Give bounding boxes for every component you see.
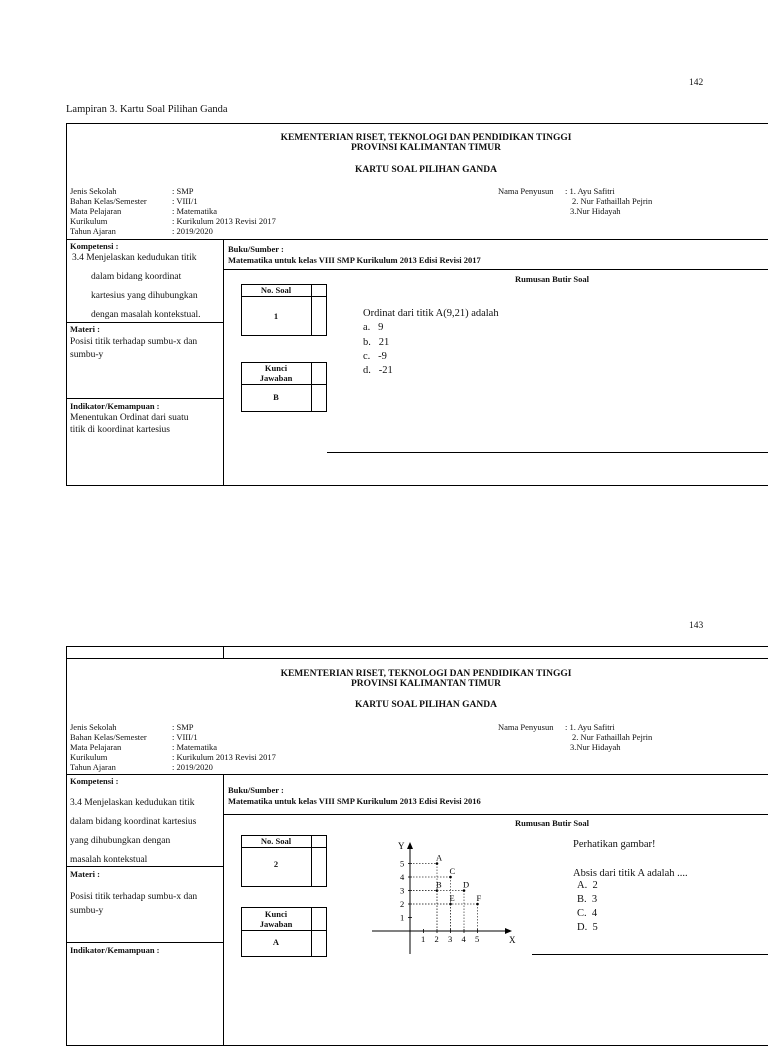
indikator-text: titik di koordinat kartesius — [70, 425, 171, 435]
info-value: : Kurikulum 2013 Revisi 2017 — [172, 752, 276, 762]
divider — [241, 384, 327, 385]
question-text: Absis dari titik A adalah .... — [573, 868, 688, 879]
kunci-label: Jawaban — [259, 919, 293, 929]
materi-text: Posisi titik terhadap sumbu-x dan — [70, 892, 198, 902]
option-text: -9 — [378, 351, 387, 362]
option-text: 21 — [378, 337, 390, 348]
ministry-line-2: PROVINSI KALIMANTAN TIMUR — [350, 143, 502, 153]
y-tick-label: 5 — [400, 858, 405, 869]
author-name: 2. Nur Fathaillah Pejrin — [572, 732, 653, 742]
ministry-line-2: PROVINSI KALIMANTAN TIMUR — [350, 679, 502, 689]
point-d — [463, 889, 466, 892]
option-key: D. — [577, 922, 588, 933]
info-label: Jenis Sekolah — [70, 722, 117, 732]
divider — [66, 866, 223, 867]
x-tick-label: 4 — [461, 934, 466, 944]
kunci-value: A — [272, 937, 280, 947]
divider — [327, 452, 768, 453]
divider — [311, 907, 312, 957]
divider — [66, 239, 768, 240]
kompetensi-text: yang dihubungkan dengan — [70, 836, 171, 846]
x-axis-arrow — [505, 928, 512, 934]
point-c — [449, 876, 452, 879]
kunci-label: Kunci — [264, 909, 288, 919]
author-name: : 1. Ayu Safitri — [565, 186, 615, 196]
buku-value: Matematika untuk kelas VIII SMP Kurikulum 2013 Edisi Revisi 2017 — [228, 255, 481, 265]
card-title: KARTU SOAL PILIHAN GANDA — [355, 165, 497, 175]
option-text: 3 — [591, 894, 598, 905]
divider — [66, 658, 768, 659]
info-label: Mata Pelajaran — [70, 206, 122, 216]
divider — [532, 954, 768, 955]
option-key: A. — [577, 880, 588, 891]
option-item — [363, 364, 393, 377]
author-name: 2. Nur Fathaillah Pejrin — [572, 196, 653, 206]
divider — [311, 284, 312, 336]
kompetensi-text: masalah kontekstual — [70, 855, 148, 865]
divider — [223, 239, 224, 486]
divider — [311, 362, 312, 412]
author-label: Nama Penyusun — [498, 186, 554, 196]
question-card — [66, 123, 768, 486]
divider — [223, 814, 768, 815]
point-a — [436, 862, 439, 865]
option-text: 2 — [592, 880, 598, 891]
info-value: : SMP — [172, 722, 194, 732]
no-soal-label: No. Soal — [260, 285, 292, 295]
materi-label: Materi : — [70, 324, 100, 334]
divider — [241, 296, 327, 297]
point-label: A — [436, 852, 443, 863]
kompetensi-label: Kompetensi : — [70, 776, 119, 786]
option-item — [363, 321, 383, 334]
buku-label: Buku/Sumber : — [228, 244, 284, 254]
option-key: d. — [363, 365, 371, 376]
kompetensi-label: Kompetensi : — [70, 241, 119, 251]
info-value: : VIII/1 — [172, 732, 198, 742]
author-name: 3.Nur Hidayah — [570, 206, 621, 216]
info-value: : Kurikulum 2013 Revisi 2017 — [172, 216, 276, 226]
option-text: 9 — [378, 322, 384, 333]
kunci-label: Jawaban — [259, 373, 293, 383]
divider — [311, 835, 312, 887]
info-label: Kurikulum — [70, 752, 108, 762]
kompetensi-text: 3.4 Menjelaskan kedudukan titik — [72, 253, 197, 263]
school-info — [70, 722, 370, 777]
y-tick-label: 2 — [400, 899, 405, 909]
no-soal-value: 2 — [273, 859, 279, 869]
page-number: 143 — [689, 621, 704, 631]
divider — [66, 774, 768, 775]
point-label: D — [463, 879, 470, 890]
page-number: 142 — [689, 78, 704, 88]
materi-text: sumbu-y — [70, 350, 104, 360]
info-value: : SMP — [172, 186, 194, 196]
card-title: KARTU SOAL PILIHAN GANDA — [355, 700, 497, 710]
x-tick-label: 3 — [448, 934, 453, 944]
y-tick-label: 3 — [400, 885, 405, 896]
indikator-label: Indikator/Kemampuan : — [70, 945, 160, 955]
ministry-line-1: KEMENTERIAN RISET, TEKNOLOGI DAN PENDIDIKAN TINGGI — [280, 669, 572, 679]
info-label: Tahun Ajaran — [70, 226, 116, 236]
x-tick-label: 5 — [475, 934, 480, 944]
divider — [241, 930, 327, 931]
school-info — [70, 186, 370, 241]
info-label: Bahan Kelas/Semester — [70, 732, 147, 742]
x-axis-label: X — [509, 935, 516, 945]
rumusan-label: Rumusan Butir Soal — [515, 274, 590, 284]
no-soal-value: 1 — [273, 311, 279, 321]
y-axis-arrow — [407, 842, 413, 849]
info-value: : Matematika — [172, 206, 218, 216]
option-text: 4 — [591, 908, 598, 919]
kompetensi-text: dalam bidang koordinat — [91, 272, 182, 282]
divider — [223, 646, 224, 658]
x-tick-label: 2 — [434, 934, 439, 944]
info-label: Jenis Sekolah — [70, 186, 117, 196]
rumusan-label: Rumusan Butir Soal — [515, 818, 590, 828]
info-label: Kurikulum — [70, 216, 108, 226]
point-label: C — [449, 866, 456, 876]
no-soal-label: No. Soal — [260, 836, 292, 846]
divider — [66, 322, 223, 323]
ministry-line-1: KEMENTERIAN RISET, TEKNOLOGI DAN PENDIDIKAN TINGGI — [280, 133, 572, 143]
point-f — [476, 903, 479, 906]
option-key: a. — [363, 322, 371, 333]
divider — [223, 269, 768, 270]
coordinate-graph — [366, 836, 526, 956]
option-key: c. — [363, 351, 371, 362]
materi-text: Posisi titik terhadap sumbu-x dan — [70, 337, 198, 347]
instruction-text: Perhatikan gambar! — [573, 839, 656, 850]
option-key: C. — [577, 908, 587, 919]
question-text: Ordinat dari titik A(9,21) adalah — [363, 308, 499, 319]
point-label: E — [449, 893, 455, 903]
point-label: F — [476, 893, 482, 903]
x-tick-label: 1 — [421, 934, 426, 944]
info-label: Bahan Kelas/Semester — [70, 196, 147, 206]
author-info — [498, 722, 738, 757]
option-text: -21 — [378, 365, 393, 376]
option-item — [577, 893, 597, 906]
author-label: Nama Penyusun — [498, 722, 554, 732]
info-value: : 2019/2020 — [172, 226, 213, 236]
y-tick-label: 4 — [400, 872, 405, 882]
y-axis-label: Y — [398, 841, 405, 851]
option-key: B. — [577, 894, 587, 905]
indikator-label: Indikator/Kemampuan : — [70, 401, 160, 411]
info-value: : VIII/1 — [172, 196, 198, 206]
materi-label: Materi : — [70, 869, 100, 879]
option-item — [577, 879, 598, 892]
option-item — [577, 907, 597, 920]
materi-text: sumbu-y — [70, 906, 104, 916]
author-info — [498, 186, 738, 221]
appendix-caption: Lampiran 3. Kartu Soal Pilihan Ganda — [66, 104, 228, 115]
option-key: b. — [363, 337, 371, 348]
kunci-value: B — [273, 392, 279, 402]
divider — [66, 942, 223, 943]
divider — [66, 398, 223, 399]
divider — [241, 847, 327, 848]
kompetensi-text: kartesius yang dihubungkan — [91, 291, 198, 301]
buku-value: Matematika untuk kelas VIII SMP Kurikulum 2013 Edisi Revisi 2016 — [228, 796, 481, 806]
buku-label: Buku/Sumber : — [228, 785, 284, 795]
y-tick-label: 1 — [400, 912, 405, 923]
kompetensi-text: 3.4 Menjelaskan kedudukan titik — [70, 798, 195, 808]
info-value: : 2019/2020 — [172, 762, 213, 772]
option-item — [363, 350, 387, 363]
kunci-label: Kunci — [264, 363, 288, 373]
kompetensi-text: dengan masalah kontekstual. — [91, 310, 201, 320]
author-name: : 1. Ayu Safitri — [565, 722, 615, 732]
info-label: Mata Pelajaran — [70, 742, 122, 752]
info-value: : Matematika — [172, 742, 218, 752]
author-name: 3.Nur Hidayah — [570, 742, 621, 752]
point-label: B — [436, 879, 442, 890]
option-item — [363, 336, 389, 349]
info-label: Tahun Ajaran — [70, 762, 116, 772]
indikator-text: Menentukan Ordinat dari suatu — [70, 413, 189, 423]
option-item — [577, 921, 598, 934]
kompetensi-text: dalam bidang koordinat kartesius — [70, 817, 197, 827]
option-text: 5 — [592, 922, 598, 933]
